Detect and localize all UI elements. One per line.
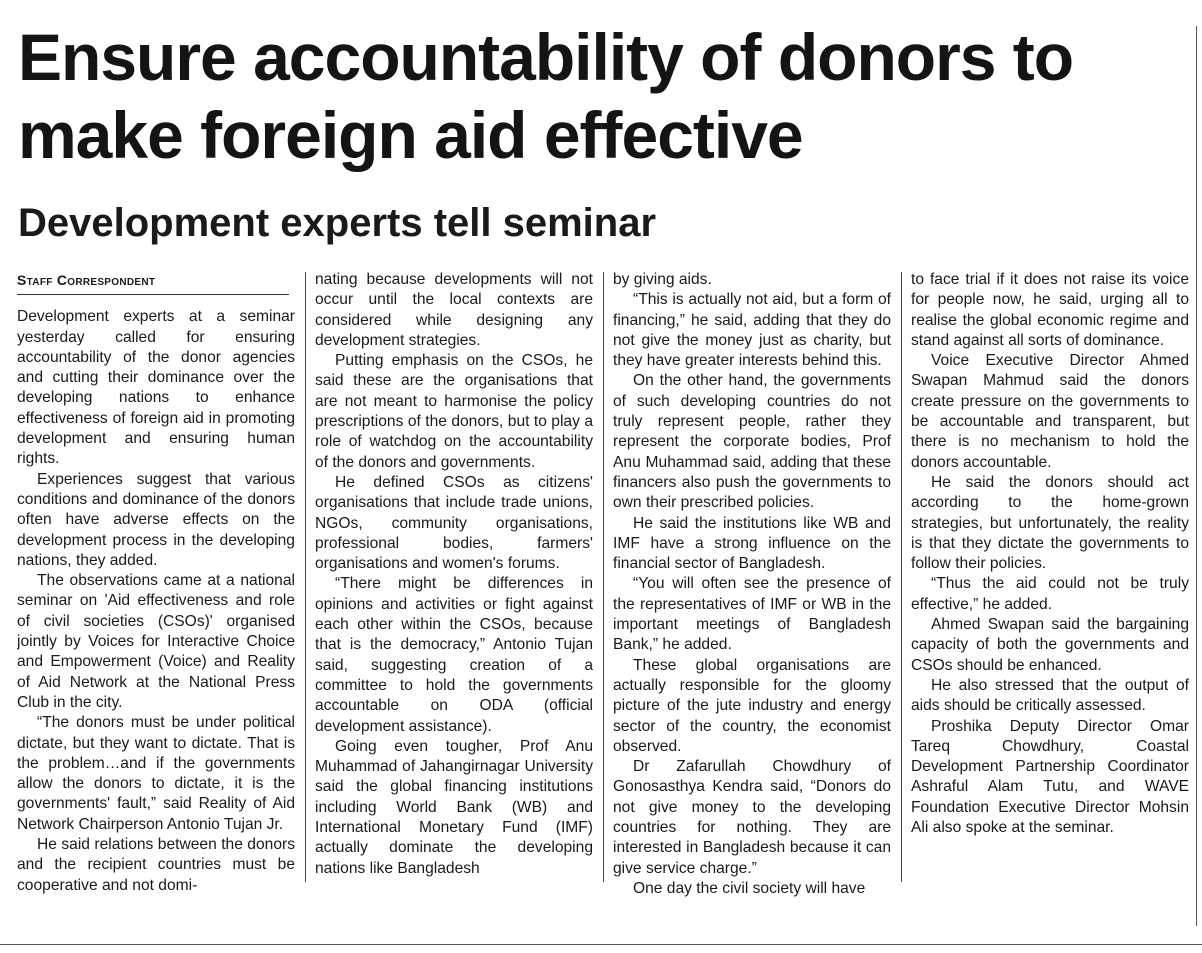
paragraph: He defined CSOs as citizens' organisations that include trade unions, NGOs, community organisations, professional bodies, farmers' organisations and women's forums. (315, 473, 593, 573)
article-column-2 (315, 270, 593, 938)
column-divider (901, 272, 902, 882)
article-column-4 (911, 270, 1189, 938)
paragraph: Putting emphasis on the CSOs, he said these are the organisations that are not meant to harmonise the policy prescriptions of the donors, but to play a role of watchdog on the accountability of the donors and governments. (315, 352, 593, 471)
column-divider (305, 272, 306, 882)
paragraph: to face trial if it does not raise its voice for people now, he said, urging all to realise the global economic regime and stand against all sorts of dominance. (911, 271, 1189, 349)
paragraph: “Thus the aid could not be truly effective,” he added. (911, 575, 1189, 613)
paragraph: “This is actually not aid, but a form of financing,” he said, adding that they do not give the money just as charity, but they have greater interests behind this. (613, 291, 891, 370)
paragraph: “You will often see the presence of the representatives of IMF or WB in the important meetings of Bangladesh Bank,” he added. (613, 575, 891, 654)
column-divider (603, 272, 604, 882)
paragraph: These global organisations are actually responsible for the gloomy picture of the jute industry and energy sector of the country, the economist observed. (613, 656, 891, 755)
bottom-rule (0, 944, 1202, 945)
paragraph: Proshika Deputy Director Omar Tareq Chowdhury, Coastal Development Partnership Coordinator Ashraful Alam Tutu, and WAVE Foundation Executive Director Mohsin Ali also spoke at the seminar. (911, 717, 1189, 837)
paragraph: He said the institutions like WB and IMF have a strong influence on the financial sector of Bangladesh. (613, 514, 891, 573)
subheadline: Development experts tell seminar (18, 201, 657, 245)
paragraph: He said the donors should act according to the home-grown strategies, but unfortunately, the reality is that they dictate the governments to follow their policies. (911, 473, 1189, 573)
paragraph: “There might be differences in opinions and activities or fight against each other within the CSOs, because that is the democracy,” Antonio Tujan said, suggesting creation of a committee to hold the governments accountable on ODA (official development assistance). (315, 575, 593, 735)
paragraph: Dr Zafarullah Chowdhury of Gonosasthya Kendra said, “Donors do not give money to the developing countries for nothing. They are interested in Bangladesh because it can give service charge.” (613, 758, 891, 877)
paragraph: Voice Executive Director Ahmed Swapan Mahmud said the donors create pressure on the governments to be accountable and transparent, but there is no mechanism to hold the donors accountable. (911, 352, 1189, 471)
paragraph: He also stressed that the output of aids should be critically assessed. (911, 676, 1189, 715)
byline: Staff Correspondent (17, 270, 289, 295)
paragraph: He said relations between the donors and the recipient countries must be cooperative and not domi- (17, 836, 295, 894)
paragraph: Experiences suggest that various conditions and dominance of the donors often have adverse effects on the development process in the developing nations, they added. (17, 470, 295, 569)
paragraph: On the other hand, the governments of such developing countries do not truly represent people, rather they represent the corporate bodies, Prof Anu Muhammad said, adding that these financers also push the governments to own their prescribed policies. (613, 372, 891, 512)
paragraph: by giving aids. (613, 271, 712, 288)
paragraph: nating because developments will not occur until the local contexts are considered while designing any development strategies. (315, 271, 593, 349)
paragraph: Development experts at a seminar yesterday called for ensuring accountability of the donor agencies and cutting their dominance over the developing nations to enhance effectiveness of foreign aid in promoting development and ensuring human rights. (17, 308, 295, 468)
paragraph: Going even tougher, Prof Anu Muhammad of Jahangirnagar University said the global financing institutions including World Bank (WB) and International Monetary Fund (IMF) actually dominate the developing nations like Bangladesh (315, 737, 593, 877)
headline: Ensure accountability of donors to make foreign aid effective (18, 20, 1074, 172)
paragraph: The observations came at a national seminar on 'Aid effectiveness and role of civil societies (CSOs)' organised jointly by Voices for Interactive Choice and Empowerment (Voice) and Reality of Aid Network at the National Press Club in the city. (17, 572, 295, 711)
article-column-3 (613, 270, 891, 938)
paragraph: Ahmed Swapan said the bargaining capacity of both the governments and CSOs should be enhanced. (911, 616, 1189, 674)
paragraph: One day the civil society will have (633, 879, 866, 897)
article-column-1 (17, 270, 295, 938)
page-edge-rule (1196, 26, 1197, 926)
article-body (17, 270, 1189, 938)
paragraph: “The donors must be under political dictate, but they want to dictate. That is the problem…and if the governments allow the donors to dictate, it is the governments' fault,” said Reality of Aid Network Chairperson Antonio Tujan Jr. (17, 714, 295, 833)
